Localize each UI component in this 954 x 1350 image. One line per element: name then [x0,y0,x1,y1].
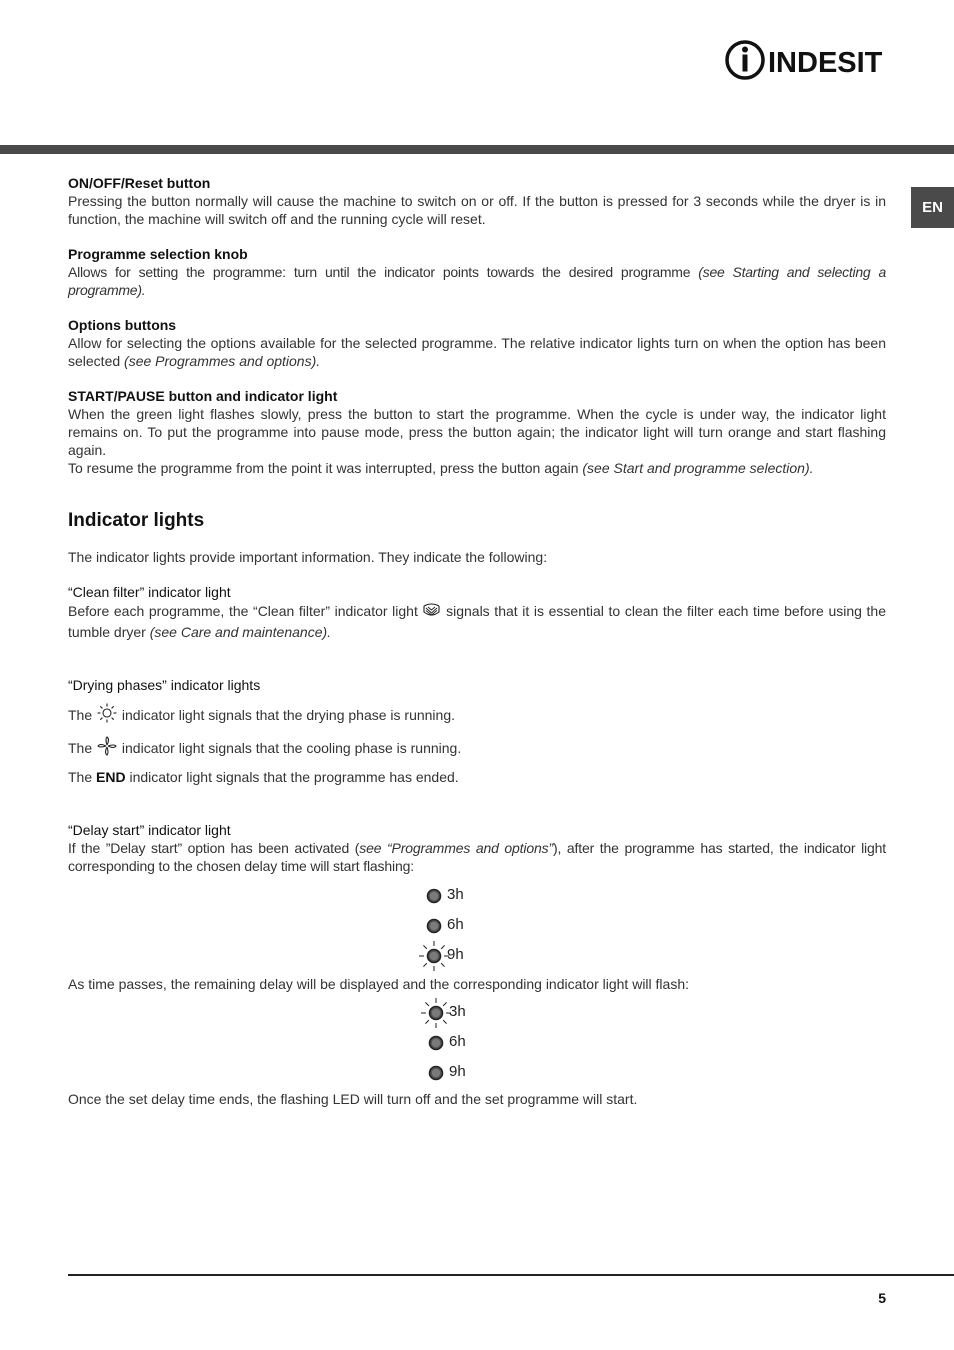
start-pause-block [68,387,886,477]
delay-led-group-initial [68,881,886,971]
delay-middle-text: As time passes, the remaining delay will be displayed and the corresponding indicator light will flash: [68,976,689,992]
delay-led-label: 6h [447,916,464,933]
cross-reference: (see Programmes and options). [124,353,321,369]
brand-logo [724,38,890,82]
block-heading: “Delay start” indicator light [68,822,231,838]
section-title: Indicator lights [68,510,205,531]
footer-rule [68,1274,954,1276]
delay-led-row [68,941,886,971]
drying-phases-block [68,676,886,786]
header-bar [0,145,954,154]
delay-led-row [68,1028,886,1058]
block-heading: ON/OFF/Reset button [68,175,211,191]
phase-line-end: The END indicator light signals that the programme has ended. [68,769,459,785]
indesit-logo-icon [724,38,890,82]
delay-led-group-countdown [68,998,886,1088]
block-text: Pressing the button normally will cause the machine to switch on or off. If the button is pressed for 3 seconds while the dryer is in function, the machine will switch off and the running cycle will reset. [68,193,886,227]
fan-icon [96,736,118,760]
block-text: Before each programme, the “Clean filter” indicator light signals that it is essential to clean the filter each time before using the tumble dryer (see Care and maintenance). [68,603,886,640]
delay-start-block [68,821,886,1108]
cross-reference: see “Programmes and options” [359,840,553,856]
section-intro: The indicator lights provide important information. They indicate the following: [68,549,548,565]
block-text: To resume the programme from the point it was interrupted, press the button again (see Start and programme selection). [68,460,814,476]
delay-led-label: 6h [449,1033,466,1050]
cross-reference: (see Starting and selecting a programme). [68,264,886,298]
end-label: END [96,769,126,785]
delay-led-label: 9h [449,1063,466,1080]
block-heading: “Clean filter” indicator light [68,584,231,600]
page-number: 5 [878,1290,886,1306]
block-heading: “Drying phases” indicator lights [68,677,261,693]
delay-led-row [68,1058,886,1088]
phase-line-drying: The indicator light signals that the drying phase is running. [68,703,886,727]
clean-filter-icon [422,601,441,623]
delay-led-row [68,911,886,941]
delay-led-row [68,881,886,911]
block-heading: Programme selection knob [68,246,248,262]
knob-block [68,245,886,299]
delay-led-row [68,998,886,1028]
cross-reference: (see Care and maintenance). [149,624,332,640]
block-text: When the green light flashes slowly, press the button to start the programme. When the cycle is under way, the indicator light remains on. To put the programme into pause mode, press the button again; the indicator light will turn orange and start flashing again. [68,406,886,458]
block-text: If the ”Delay start” option has been activated (see “Programmes and options”), after the programme has started, the indicator light corresponding to the chosen delay time will start flashing: [68,840,887,874]
block-text: Allow for selecting the options available for the selected programme. The relative indicator lights turn on when the option has been selected (see Programmes and options). [68,335,886,369]
block-text: Allows for setting the programme: turn until the indicator points towards the desired programme (see Starting and selecting a programme). [68,264,886,298]
delay-led-label: 3h [449,1003,466,1020]
page-content [68,174,886,1125]
sun-icon [96,703,118,727]
delay-led-label: 9h [447,946,464,963]
options-block [68,316,886,370]
onoff-block [68,174,886,228]
phase-line-cooling: The indicator light signals that the cooling phase is running. [68,736,886,760]
clean-filter-block [68,583,886,641]
block-heading: Options buttons [68,317,177,333]
cross-reference: (see Start and programme selection). [582,460,814,476]
brand-name: INDESIT [768,47,883,79]
language-tab: EN [911,187,954,228]
delay-end-text: Once the set delay time ends, the flashing LED will turn off and the set programme will start. [68,1091,638,1107]
block-heading: START/PAUSE button and indicator light [68,388,338,404]
delay-led-label: 3h [447,886,464,903]
